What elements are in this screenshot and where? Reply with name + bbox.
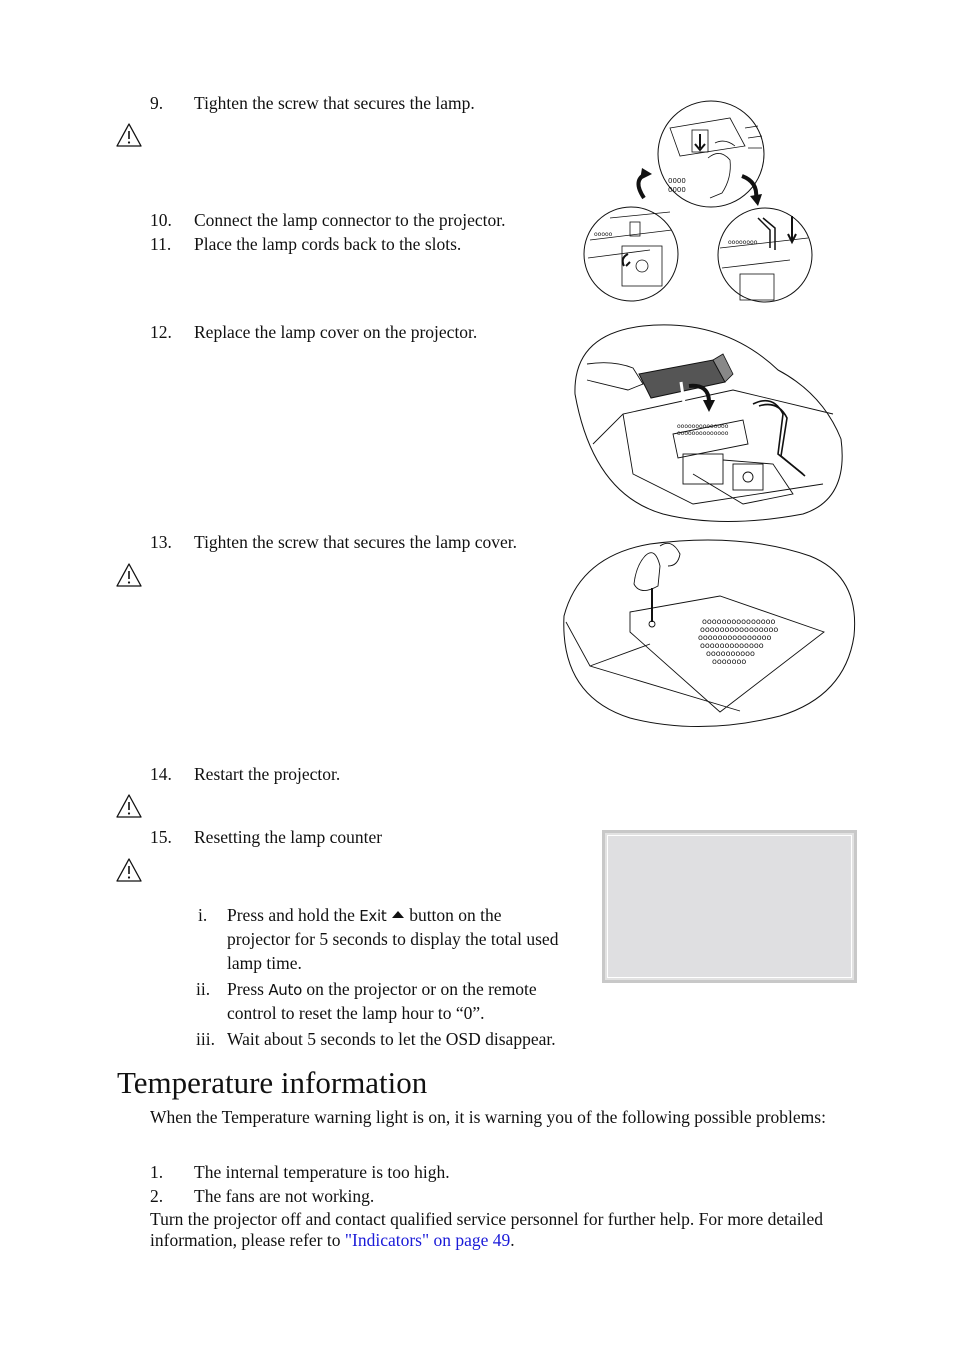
step-text: Replace the lamp cover on the projector. — [194, 322, 478, 342]
step-text: Place the lamp cords back to the slots. — [194, 234, 462, 254]
step-number: 10. — [150, 210, 172, 230]
svg-text:0000: 0000 — [668, 186, 686, 194]
substep-line — [227, 977, 537, 1002]
svg-text:oooooooooooooo: oooooooooooooo — [677, 423, 729, 430]
svg-text:oooooooo: oooooooo — [728, 239, 758, 246]
section-intro: When the Temperature warning light is on, it is warning you of the following possible problems: — [150, 1107, 826, 1127]
substep-text: button on the — [404, 905, 502, 925]
closing-text: Turn the projector off and contact qualified service personnel for further help. For more detailed information, please refer to — [150, 1209, 824, 1250]
substep-text: on the projector or on the remote — [301, 979, 537, 999]
exit-button-label: Exit — [359, 907, 387, 925]
substep-text: control to reset the lamp hour to “0”. — [227, 1003, 485, 1023]
section-heading: Temperature information — [117, 1065, 428, 1100]
substep-line — [227, 903, 502, 928]
substep-number: ii. — [196, 979, 211, 999]
substep-text: lamp time. — [227, 953, 302, 973]
lamp-cover-illustration — [573, 324, 845, 522]
step-number: 9. — [150, 93, 164, 113]
step-text: Tighten the screw that secures the lamp. — [194, 93, 475, 113]
list-item: The fans are not working. — [194, 1186, 375, 1206]
step-text: Connect the lamp connector to the projector. — [194, 210, 506, 230]
step-text: Tighten the screw that secures the lamp cover. — [194, 532, 518, 552]
svg-text:0000: 0000 — [668, 177, 686, 185]
section-closing — [150, 1209, 850, 1251]
warning-triangle-icon — [115, 793, 143, 819]
up-arrow-icon — [391, 909, 405, 919]
svg-text:ooooooooooooo: ooooooooooooo — [700, 641, 764, 650]
list-number: 1. — [150, 1162, 164, 1182]
svg-text:oooooooooooooooo: oooooooooooooooo — [700, 625, 779, 634]
substep-text: Press and hold the — [227, 905, 360, 925]
list-number: 2. — [150, 1186, 164, 1206]
svg-text:ooooo: ooooo — [594, 231, 613, 238]
step-text: Restart the projector. — [194, 764, 341, 784]
substep-number: i. — [198, 905, 208, 925]
step-number: 12. — [150, 322, 172, 342]
cover-screw-illustration — [560, 536, 856, 728]
step-text: Resetting the lamp counter — [194, 827, 383, 847]
step-number: 11. — [150, 234, 172, 254]
closing-end: . — [510, 1230, 515, 1250]
step-number: 14. — [150, 764, 172, 784]
svg-text:ooooooo: ooooooo — [712, 657, 747, 666]
auto-button-label: Auto — [268, 981, 302, 999]
warning-triangle-icon — [115, 122, 143, 148]
svg-text:oooooooooo: oooooooooo — [706, 649, 755, 658]
list-item: The internal temperature is too high. — [194, 1162, 450, 1182]
warning-triangle-icon — [115, 857, 143, 883]
svg-text:ooooooooooooooo: ooooooooooooooo — [702, 617, 776, 626]
substep-text: projector for 5 seconds to display the total used — [227, 929, 559, 949]
substep-number: iii. — [196, 1029, 215, 1049]
warning-triangle-icon — [115, 562, 143, 588]
step-number: 15. — [150, 827, 172, 847]
substep-text: Press — [227, 979, 269, 999]
svg-text:oooooooooooooo: oooooooooooooo — [677, 430, 729, 437]
step-number: 13. — [150, 532, 172, 552]
osd-lamp-timer-screenshot — [602, 830, 857, 983]
substep-text: Wait about 5 seconds to let the OSD disappear. — [227, 1029, 556, 1049]
indicators-page-link[interactable]: "Indicators" on page 49 — [344, 1230, 511, 1250]
lamp-connector-illustration — [580, 98, 820, 312]
svg-text:ooooooooooooooo: ooooooooooooooo — [698, 633, 772, 642]
